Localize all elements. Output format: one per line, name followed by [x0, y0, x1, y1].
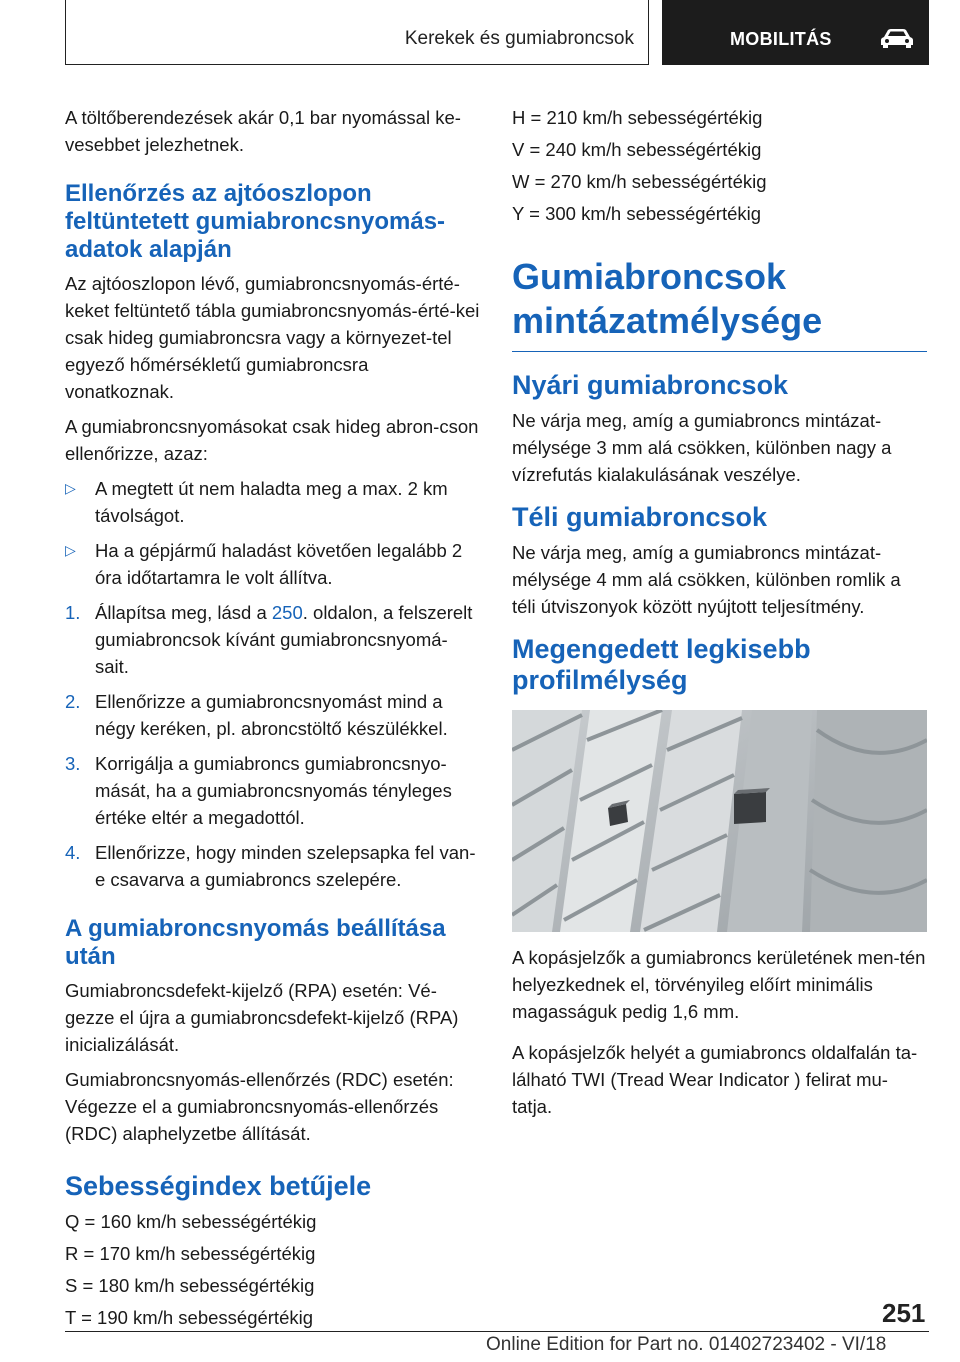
header-chapter-title: MOBILITÁS: [730, 29, 832, 49]
page-number: 251: [882, 1298, 926, 1328]
triangle-bullet-icon: ▷: [65, 542, 76, 558]
speed-row: V = 240 km/h sebességértékig: [512, 139, 762, 160]
speed-row: Q = 160 km/h sebességértékig: [65, 1211, 317, 1232]
step-text: Korrigálja a gumiabroncs gumiabroncsnyo-mását, ha a gumiabroncsnyomás tényleges értéke eltér a megadottól.: [95, 753, 452, 828]
step-item-1: [65, 599, 480, 680]
intro-paragraph: A töltőberendezések akár 0,1 bar nyomással ke-vesebbet jelezhetnek.: [65, 107, 461, 155]
page-header: [65, 0, 929, 65]
step-item-3: [65, 750, 480, 831]
speed-row: W = 270 km/h sebességértékig: [512, 171, 767, 192]
heading-min-tread: Megengedett legkisebb profilmélység: [512, 634, 811, 695]
heading-summer-tires: Nyári gumiabroncsok: [512, 370, 789, 400]
speed-row: T = 190 km/h sebességértékig: [65, 1307, 314, 1328]
step-number: 1.: [65, 602, 81, 623]
page-link-250[interactable]: 250: [271, 602, 303, 623]
heading-tread-depth: Gumiabroncsok mintázatmélysége: [512, 255, 927, 352]
speed-row: R = 170 km/h sebességértékig: [65, 1243, 316, 1264]
header-section-title: Kerekek és gumiabroncsok: [404, 28, 634, 49]
step-text-pre: Állapítsa meg, lásd a: [95, 602, 272, 623]
heading-speed-index: Sebességindex betűjele: [65, 1171, 372, 1201]
step-number: 2.: [65, 691, 81, 712]
speed-row: H = 210 km/h sebességértékig: [512, 107, 763, 128]
step-text: Ellenőrizze a gumiabroncsnyomást mind a négy keréken, pl. abroncstöltő készülékkel.: [95, 691, 448, 739]
step-text: Ellenőrizze, hogy minden szelepsapka fel van-e csavarva a gumiabroncs szelepére.: [95, 842, 476, 890]
paragraph-check-2: A gumiabroncsnyomásokat csak hideg abron-cson ellenőrizze, azaz:: [65, 416, 479, 464]
footer-divider: [65, 1331, 929, 1332]
paragraph-after-2: Gumiabroncsnyomás-ellenőrzés (RDC) esetén: Végezze el a gumiabroncsnyomás-ellenőrzés (RDC) alaphelyzetbe állítását.: [65, 1069, 454, 1144]
left-column: [65, 104, 480, 1336]
bullet-text: Ha a gépjármű haladást követően legalább 2 óra időtartamra le volt állítva.: [95, 540, 463, 588]
step-number: 3.: [65, 753, 81, 774]
heading-door-pillar-check: Ellenőrzés az ajtóoszlopon feltüntetett gumiabroncsnyomás-adatok alapján: [65, 180, 446, 263]
step-item-4: [65, 839, 480, 893]
car-icon: [880, 28, 914, 48]
heading-winter-tires: Téli gumiabroncsok: [512, 502, 768, 532]
bullet-item: [65, 537, 480, 591]
paragraph-min-2: A kopásjelzők helyét a gumiabroncs oldalfalán ta-lálható TWI (Tread Wear Indicator ) felirat mu-tatja.: [512, 1042, 918, 1117]
paragraph-winter: Ne várja meg, amíg a gumiabroncs mintázat-mélysége 4 mm alá csökken, különben romlik a téli útviszonyok között nyújtott teljesítmény.: [512, 542, 901, 617]
tire-tread-photo: [512, 710, 927, 932]
header-chapter-box: [662, 0, 929, 65]
right-column: [512, 104, 927, 1128]
triangle-bullet-icon: ▷: [65, 480, 76, 496]
paragraph-min-1: A kopásjelzők a gumiabroncs kerületének men-tén helyezkednek el, törvényileg előírt minimális magasságuk pedig 1,6 mm.: [512, 947, 926, 1022]
step-item-2: [65, 688, 480, 742]
bullet-item: [65, 475, 480, 529]
heading-after-adjustment: A gumiabroncsnyomás beállítása után: [65, 915, 446, 970]
footer-edition: Online Edition for Part no. 01402723402 - VI/18: [486, 1334, 887, 1355]
speed-row: S = 180 km/h sebességértékig: [65, 1275, 315, 1296]
paragraph-check-1: Az ajtóoszlopon lévő, gumiabroncsnyomás-érté-keket feltüntető tábla gumiabroncsnyomás-érté-kei csak hideg gumiabroncsra vagy a környezet-tel egyező hőmérsékletű gumiabroncsra vonatkoznak.: [65, 273, 480, 402]
speed-row: Y = 300 km/h sebességértékig: [512, 203, 762, 224]
paragraph-after-1: Gumiabroncsdefekt-kijelző (RPA) esetén: Vé-gezze el újra a gumiabroncsdefekt-kijelző (RPA) inicializálását.: [65, 980, 459, 1055]
step-number: 4.: [65, 842, 81, 863]
header-section-box: [65, 0, 649, 65]
paragraph-summer: Ne várja meg, amíg a gumiabroncs mintázat-mélysége 3 mm alá csökken, különben nagy a vízrefutás kialakulásának veszélye.: [512, 410, 892, 485]
step-text-post: . oldalon, a felszerelt gumiabroncsok kívánt gumiabroncsnyomá-sait.: [95, 602, 473, 677]
bullet-text: A megtett út nem haladta meg a max. 2 km távolságot.: [95, 478, 448, 526]
